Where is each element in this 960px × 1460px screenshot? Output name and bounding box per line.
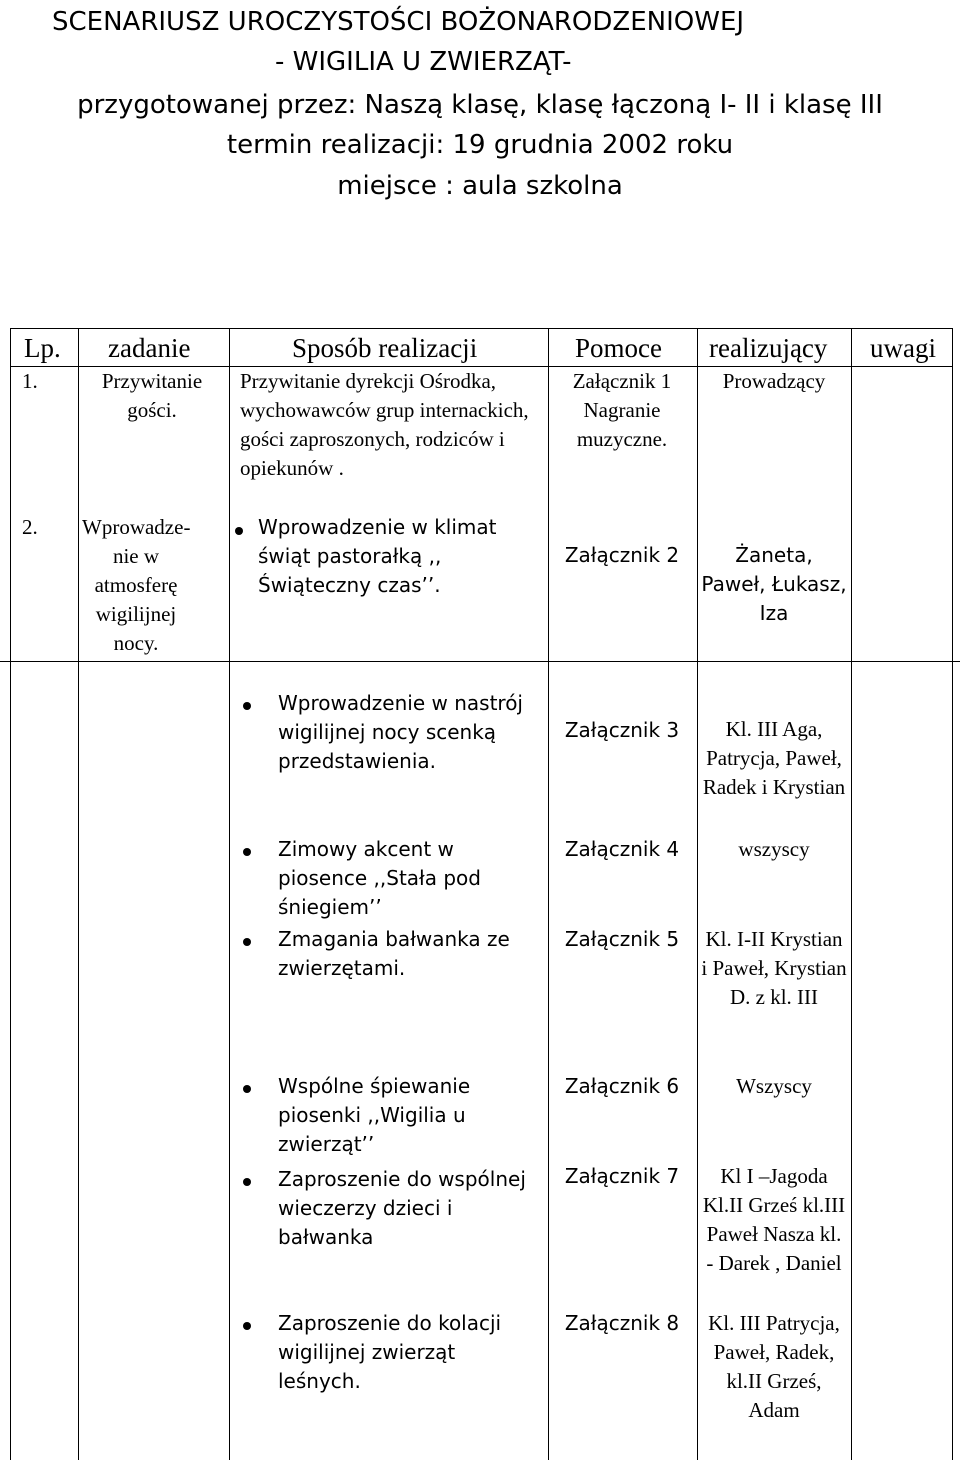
- bullet-icon: [235, 527, 243, 535]
- prepared-by-line: przygotowanej przez: Naszą klasę, klasę łączoną I- II i klasę III: [77, 90, 883, 120]
- task-cell: Wprowadze-nie w atmosferę wigilijnej nocy.: [82, 515, 191, 655]
- date-line: termin realizacji: 19 grudnia 2002 roku: [226, 130, 734, 160]
- table-top-border: [10, 328, 952, 329]
- aids-cell: Załącznik 8: [564, 1311, 680, 1335]
- aids-cell: Załącznik 3: [564, 718, 680, 742]
- table-section-break: [0, 661, 960, 662]
- bullet-icon: [243, 938, 251, 946]
- col-border: [10, 328, 11, 661]
- bullet-icon: [243, 702, 251, 710]
- performers-cell: Żaneta, Paweł, Łukasz, Iza: [701, 543, 847, 625]
- aids-cell: Załącznik 2: [564, 543, 680, 567]
- col-border: [229, 328, 230, 661]
- col-border: [697, 661, 698, 1460]
- performers-cell: Kl. III Patrycja, Paweł, Radek, kl.II Grześ, Adam: [708, 1311, 840, 1422]
- scenario-title: SCENARIUSZ UROCZYSTOŚCI BOŻONARODZENIOWEJ: [52, 7, 745, 37]
- col-border: [78, 661, 79, 1460]
- col-border: [697, 328, 698, 661]
- performers-cell: Kl. III Aga, Patrycja, Paweł, Radek i Krystian: [702, 717, 846, 799]
- column-header-pomoce: Pomoce: [575, 333, 662, 363]
- method-cell: Wspólne śpiewanie piosenki ,,Wigilia u zwierząt’’: [278, 1074, 471, 1156]
- performers-cell: Prowadzący: [722, 369, 826, 393]
- aids-cell: Załącznik 4: [564, 837, 680, 861]
- aids-cell: Załącznik 6: [564, 1074, 680, 1098]
- column-header-uwagi: uwagi: [870, 333, 936, 363]
- column-header-lp: Lp.: [24, 333, 61, 363]
- col-border: [851, 328, 852, 661]
- place-line: miejsce : aula szkolna: [337, 171, 623, 201]
- method-cell: Wprowadzenie w klimat świąt pastorałką ,, Świąteczny czas’’.: [258, 515, 497, 597]
- bullet-icon: [243, 1322, 251, 1330]
- aids-cell: Załącznik 1 Nagranie muzyczne.: [572, 369, 672, 451]
- scenario-subtitle: - WIGILIA U ZWIERZĄT-: [275, 47, 572, 77]
- method-cell: Zaproszenie do kolacji wigilijnej zwierząt leśnych.: [278, 1311, 502, 1393]
- col-border: [548, 661, 549, 1460]
- col-border: [10, 661, 11, 1460]
- col-border: [952, 661, 953, 1460]
- aids-cell: Załącznik 5: [564, 927, 680, 951]
- method-cell: Wprowadzenie w nastrój wigilijnej nocy scenką przedstawienia.: [278, 691, 523, 773]
- col-border: [548, 328, 549, 661]
- bullet-icon: [243, 1178, 251, 1186]
- method-cell: Zmagania bałwanka ze zwierzętami.: [278, 927, 510, 980]
- row-number: 1.: [22, 369, 38, 393]
- column-header-zadanie: zadanie: [108, 333, 191, 363]
- performers-cell: Wszyscy: [736, 1074, 812, 1098]
- performers-cell: Kl. I-II Krystian i Paweł, Krystian D. z kl. III: [701, 927, 847, 1009]
- performers-cell: Kl I –Jagoda Kl.II Grześ kl.III Paweł Nasza kl. - Darek , Daniel: [702, 1164, 846, 1275]
- col-border: [851, 661, 852, 1460]
- column-header-realizujacy: realizujący: [709, 333, 828, 363]
- row-number: 2.: [22, 515, 38, 539]
- column-header-sposob: Sposób realizacji: [292, 333, 478, 363]
- col-border: [952, 328, 953, 661]
- method-cell: Przywitanie dyrekcji Ośrodka, wychowawców grup internackich, gości zaproszonych, rodziców i opiekunów .: [240, 369, 529, 480]
- method-cell: Zimowy akcent w piosence ,,Stała pod śniegiem’’: [278, 837, 481, 919]
- performers-cell: wszyscy: [738, 837, 810, 861]
- aids-cell: Załącznik 7: [564, 1164, 680, 1188]
- col-border: [78, 328, 79, 661]
- task-cell: Przywitanie gości.: [101, 369, 203, 422]
- method-cell: Zaproszenie do wspólnej wieczerzy dzieci i bałwanka: [278, 1167, 526, 1249]
- bullet-icon: [243, 1085, 251, 1093]
- bullet-icon: [243, 848, 251, 856]
- col-border: [229, 661, 230, 1460]
